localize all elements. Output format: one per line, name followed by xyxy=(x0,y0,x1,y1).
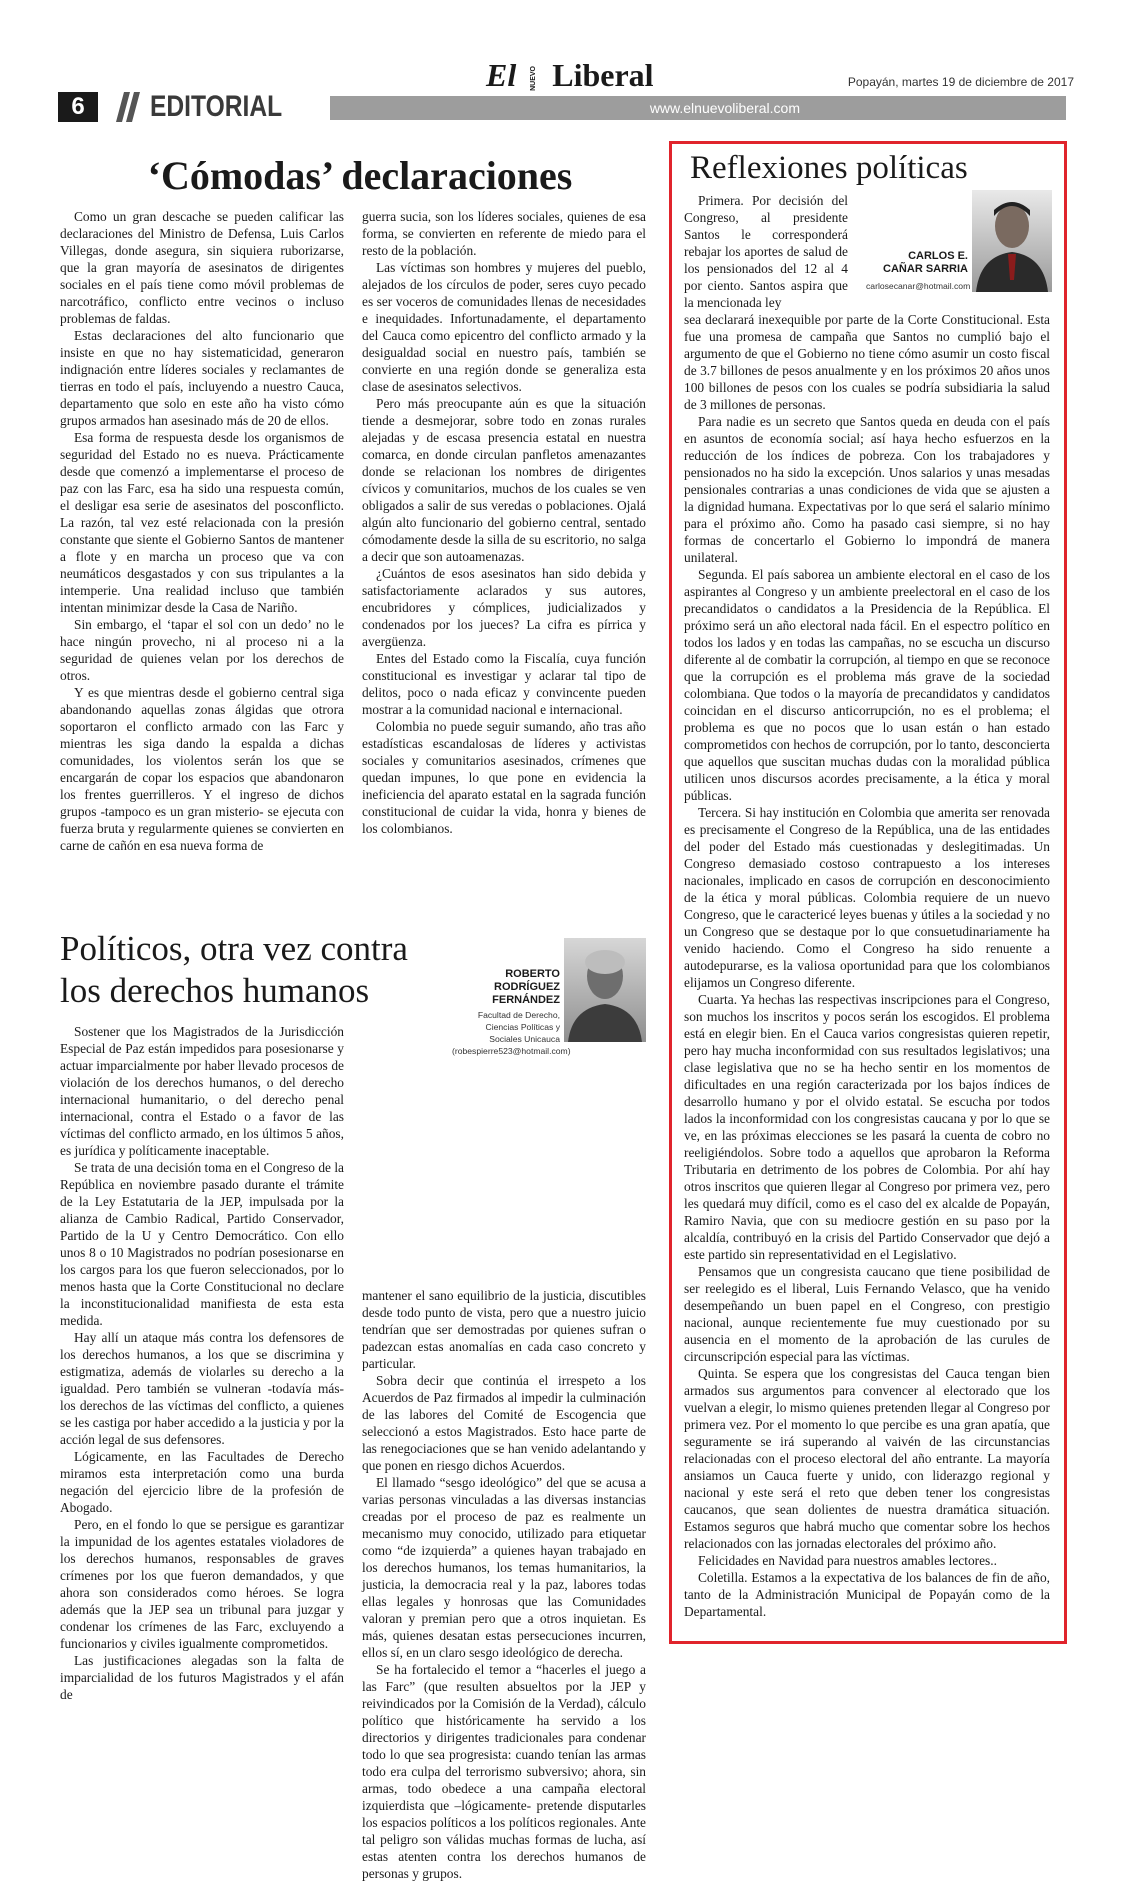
author-name: ROBERTO RODRÍGUEZ FERNÁNDEZ xyxy=(492,968,560,1006)
editorial-column-2 xyxy=(362,208,646,837)
paragraph: Como un gran descache se pueden calificar las declaraciones del Ministro de Defensa, Luis Carlos Villegas, donde asegura, sin siquiera ruborizarse, que la gran mayoría de asesinatos de dirigentes sociales en el país tiene como móvil problemas de narcotráfico, conflicto entre vecinos o incluso problemas de faldas. xyxy=(60,209,344,326)
paragraph: Sobra decir que continúa el irrespeto a los Acuerdos de Paz firmados al impedir la culminación de las labores del Comité de Escogencia que seleccionó a estos Magistrados. Esto hace parte de las renegociaciones que se han venido adelantando y que ponen en riesgo dichos Acuerdos. xyxy=(362,1373,646,1473)
paragraph: Esa forma de respuesta desde los organismos de seguridad del Estado no es nueva. Prácticamente desde que comenzó a implementarse el proceso de paz con las Farc, esa ha sido una respuesta común, el desligar esa serie de asesinatos del posconflicto. La razón, tal vez esté relacionada con la presión constante que siente el Gobierno Santos de mantener a flote y en marcha un proceso que va con neumáticos desgastados y con sus tripulantes a la intemperie. Una realidad incluso que también intentan minimizar desde la Casa de Nariño. xyxy=(60,430,344,615)
paragraph: El llamado “sesgo ideológico” del que se acusa a varias personas vinculadas a las diversas instancias creadas por el proceso de paz es realmente un mecanismo muy conocido, utilizado para etiquetar como “de izquierda” a quienes hayan trabajado en los derechos humanos, los temas humanitarios, la justicia, la democracia real y la paz, labores todas ellas legales y honrosas que las Comunidades valoran y premian pero que a otros inquietan. Es más, quienes desatan estas persecuciones incurren, ellos sí, en un claro sesgo ideológico de derecha. xyxy=(362,1475,646,1660)
paragraph: Sin embargo, el ‘tapar el sol con un dedo’ no le hace ningún provecho, ni al proceso ni a la seguridad de quienes velan por los derechos de otros. xyxy=(60,617,344,683)
paragraph: mantener el sano equilibrio de la justicia, discutibles desde todo punto de vista, pero que a nuestro juicio tendrían que ser demostradas por quienes sufran o padezcan estas anomalías en cada caso concreto y particular. xyxy=(362,1288,646,1371)
paragraph: Sostener que los Magistrados de la Jurisdicción Especial de Paz están impedidos para posesionarse y actuar imparcialmente por haber llevado procesos de violación de los derechos humanos, o del derecho internacional humanitario, o del derecho penal internacional, contra el Estado o a favor de las víctimas del conflicto armado, en los últimos 5 años, es jurídica y políticamente inaceptable. xyxy=(60,1024,344,1158)
article3-body xyxy=(684,192,1050,1620)
author-email[interactable]: carlosecanar@hotmail.com xyxy=(866,281,971,291)
logo-liberal: Liberal xyxy=(552,57,654,93)
issue-date: Popayán, martes 19 de diciembre de 2017 xyxy=(847,75,1074,89)
paragraph: ¿Cuántos de esos asesinatos han sido debida y satisfactoriamente aclarados y sus autores, encubridores y cómplices, judicializados y condenados por los jueces? La cifra es pírrica y avergüenza. xyxy=(362,566,646,649)
paragraph: Cuarta. Ya hechas las respectivas inscripciones para el Congreso, son muchos los inscritos y pocos serán los escogidos. El problema está en elegir bien. En el Cauca varios congresistas quieren repetir, pero hay mucha inconformidad con sus resultados legislativos; una clase legislativa que no se ha hecho sentir en los momentos de dificultades en una región caracterizada por los bajos índices de desarrollo humano y por el olvido estatal. Se escucha por todos lados la inconformidad con los congresistas caucana y por lo que se ve, en las próximas elecciones se les pasará la cuenta de cobro no reeligiéndolos. Sobre todo a aquellos que aprobaron la Reforma Tributaria en detrimento de los pobres de Colombia. Por ahí hay otros inscritos que quieren llegar al Congreso por primera vez, pero les quedará muy difícil, como es el caso del ex alcalde de Popayán, Ramiro Navia, que con su mediocre gestión en su paso por la alcaldía, contribuyó en la crisis del Partido Conservador que dejó a este partido sin representatividad en el Legislativo. xyxy=(684,992,1050,1262)
paragraph: Coletilla. Estamos a la expectativa de los balances de fin de año, tanto de la Administración Municipal de Popayán como de la Departamental. xyxy=(684,1570,1050,1619)
paragraph: Pero más preocupante aún es que la situación tiende a desmejorar, sobre todo en zonas rurales alejadas y de escasa presencia estatal en nuestra comarca, en donde circulan panfletos amenazantes donde se relacionan los nombres de dirigentes cívicos y comunitarios, muchos de los cuales se ven obligados a salir de sus veredas o poblaciones. Ojalá algún alto funcionario del gobierno central, sentado cómodamente desde la silla de su escritorio, no salga a decir que son autoamenazas. xyxy=(362,396,646,564)
paragraph: Las víctimas son hombres y mujeres del pueblo, alejados de los círculos de poder, seres cuyo pecado es ser voceros de comunidades llenas de necesidades e inequidades. Infortunadamente, el departamento del Cauca como epicentro del conflicto armado y la desigualdad social en nuestro país, también se convierte en una región donde se generaliza esta clase de asesinatos selectivos. xyxy=(362,260,646,394)
paragraph: sea declarará inexequible por parte de la Corte Constitucional. Esta fue una promesa de campaña que Santos no cumplió bajo el argumento de que el Gobierno no tiene cómo asumir un costo fiscal de 3.7 billones de pesos anualmente y en los próximos 20 años unos 100 billones de pesos con los cuales se podría subsidiaria la salud de 3 millones de personas. xyxy=(684,312,1050,412)
article3-title: Reflexiones políticas xyxy=(690,150,968,186)
article2-title: Políticos, otra vez contra los derechos humanos xyxy=(60,929,408,1010)
paragraph: Estas declaraciones del alto funcionario que insiste en que no hay sistematicidad, generaron indignación entre líderes sociales y reclamantes de tierras en todo el país, incluyendo a nuestro Cauca, departamento que solo en este año ha visto cómo grupos armados han asesinado más de 20 de ellos. xyxy=(60,328,344,428)
paragraph: Y es que mientras desde el gobierno central siga abandonando aquellas zonas álgidas que otrora soportaron el conflicto armado con las Farc y mientras les siga dando la espalda a dichas comunidades, los violentos serán los que se encargarán de copar los espacios que abandonaron los frentes guerrilleros. Y el ingreso de dichos grupos -tampoco es un gran misterio- se ejecuta con fuerza bruta y regularmente quienes se convierten en carne de cañón en esa nueva forma de xyxy=(60,685,344,853)
paragraph: Pero, en el fondo lo que se persigue es garantizar la impunidad de los agentes estatales violadores de los derechos humanos, responsables de graves crímenes por los que fueron demandados, y que ahora son considerados como héroes. Se logra además que la JEP sea un tribunal para juzgar y condenar los crímenes de las Farc, excluyendo a funcionarios y civiles igualmente comprometidos. xyxy=(60,1517,344,1651)
article2-column-2 xyxy=(362,1287,646,1882)
paragraph: Entes del Estado como la Fiscalía, cuya función constitucional es investigar y aclarar tal tipo de delitos, poco o nada eficaz y convincente pueden mostrar a la comunidad nacional e internacional. xyxy=(362,651,646,717)
paragraph: Se ha fortalecido el temor a “hacerles el juego a las Farc” (que resulten absueltos por la JEP y reivindicados por la Comisión de la Verdad), cálculo político que históricamente ha servido a los directorios y dirigentes tradicionales para condenar todo lo que sea progresista: cuando tenían las armas todo era culpa del terrorismo subversivo; ahora, sin armas, todo obedece a una campaña electoral izquierdista que –lógicamente- pretende disputarles los espacios políticos a los políticos regionales. Ante tal peligro son válidas muchas formas de lucha, así estas atenten contra los derechos humanos de personas y grupos. xyxy=(362,1662,646,1881)
stripes-icon xyxy=(108,92,144,122)
paragraph: Felicidades en Navidad para nuestros amables lectores.. xyxy=(698,1553,997,1568)
paragraph: Las justificaciones alegadas son la falta de imparcialidad de los futuros Magistrados y el afán de xyxy=(60,1653,344,1702)
paragraph: Se trata de una decisión toma en el Congreso de la República en noviembre pasado durante el trámite de la Ley Estatutaria de la JEP, impulsada por la alianza de Cambio Radical, Partido Conservador, Partido de la U y Centro Democrático. Con ello unos 8 o 10 Magistrados no podrían posesionarse en los cargos para los que fueron seleccionados, por lo menos hasta que la Corte Constitucional no declare la inconstitucionalidad manifiesta de esta esta medida. xyxy=(60,1160,344,1328)
section-title: EDITORIAL xyxy=(150,90,283,123)
logo-el: El xyxy=(486,57,517,93)
paragraph: Para nadie es un secreto que Santos queda en deuda con el país en asuntos de economía social; así haya hecho esfuerzos en la reducción de los índices de pobreza. Con los trabajadores y pensionados no ha sido la excepción. Unos salarios y unas mesadas pensionales contrarias a unas condiciones de vida que se ajusten a la dignidad humana. Expectativas por lo que será el salario mínimo para el próximo año. Como ha pasado casi siempre, si no hay formas de concertarlo el Gobierno lo impondrá de manera unilateral. xyxy=(684,414,1050,565)
paragraph: Tercera. Si hay institución en Colombia que amerita ser renovada es precisamente el Congreso de la República, una de las entidades del poder del Estado más cuestionadas y deslegitimadas. Un Congreso demasiado costoso contrapuesto a los intereses nacionales, implicado en casos de corrupción en desconocimiento de la ética y moral públicas. Colombia requiere de un nuevo Congreso, que le caractericé leyes buenas y útiles a la sociedad y no un Congreso que se destaque por lo que consuetudinariamente ha venido haciendo. Como el Congreso ha sido renuente a autodepurarse, es la valiosa oportunidad para que los colombianos elijamos un Congreso diferente. xyxy=(684,805,1050,990)
paragraph: Lógicamente, en las Facultades de Derecho miramos esta interpretación como una burda negación del ejercicio libre de la profesión de Abogado. xyxy=(60,1449,344,1515)
author-name-line1: CARLOS E. xyxy=(908,250,968,262)
article2-column-1 xyxy=(60,1023,344,1703)
site-url[interactable]: www.elnuevoliberal.com xyxy=(649,100,800,116)
logo-nuevo: NUEVO xyxy=(530,66,538,92)
page-number: 6 xyxy=(58,92,98,122)
editorial-column-1 xyxy=(60,208,344,854)
paragraph: Hay allí un ataque más contra los defensores de los derechos humanos, a los que se discrimina y estigmatiza, además de violarles su derecho a la igualdad. Pero también se vulneran -todavía más- los derechos de las víctimas del conflicto, a quienes se les castiga por haber accedido a la justicia y por la acción legal de sus defensores. xyxy=(60,1330,344,1447)
newspaper-logo[interactable] xyxy=(486,58,654,92)
paragraph: Pensamos que un congresista caucano que tiene posibilidad de ser reelegido es el liberal, Luis Fernando Velasco, que ha venido desempeñando un buen papel en el Congreso, con prestigio nacional, aunque recientemente fue muy cuestionado por su ausencia en el momento de la aprobación de las curules de circunscripción especial para las víctimas. xyxy=(684,1264,1050,1364)
paragraph: guerra sucia, son los líderes sociales, quienes de esa forma, se convierten en referente de miedo para el resto de la población. xyxy=(362,209,646,258)
paragraph: Primera. Por decisión del Congreso, al presidente Santos le corresponderá rebajar los aportes de salud de los pensionados del 12 al 4 por ciento. Santos aspira que la mencionada ley xyxy=(684,193,848,310)
article2-byline xyxy=(452,968,571,1057)
paragraph: Quinta. Se espera que los congresistas del Cauca tengan bien armados sus argumentos para convencer al electorado que los vuelvan a elegir, lo mismo quienes pretenden llegar al Congreso por primera vez. Por el momento lo que percibe es una gran apatía, que seguramente se irá superando al vaivén de las circunstancias relacionadas con el proceso electoral del año entrante. La mayoría ansiamos un Cauca fuerte y unido, con liderazgo regional y nacional y este será el reto que deben tener los congresistas caucanos, que sean dolientes de nuestra dramática situación. Estamos seguros que habrá mucho que comentar sobre los hechos relacionados con las jornadas electorales del próximo año. xyxy=(684,1366,1050,1551)
paragraph: Segunda. El país saborea un ambiente electoral en el caso de los aspirantes al Congreso y un ambiente preelectoral en el caso de los precandidatos o candidatos a la Presidencia de la República. El próximo será un año electoral nada fácil. En el espectro político en todos los lados y en todas las campañas, no se escucha un discurso diferente al de combatir la corrupción, al tiempo en que se reconoce que la corrupción es el problema más grave de la sociedad colombiana. Que todos o la mayoría de precandidatos y candidatos coincidan en el discurso anticorrupción, no es el problema; el problema es que no pocos que lo usan están o han estado comprometidos con hechos de corrupción, por lo tanto, desconcierta que aquellos que suscitan muchas dudas con la moralidad pública utilicen unos discursos acordes precisamente, a la ética y moral públicas. xyxy=(684,567,1050,803)
paragraph: Colombia no puede seguir sumando, año tras año estadísticas escandalosas de líderes y activistas sociales y comunitarios asesinados, crímenes que quedan impunes, lo que pone en evidencia la ineficiencia del aparato estatal en la sagrada función constitucional de cuidar la vida, honra y bienes de los colombianos. xyxy=(362,719,646,836)
author-name-line2: CAÑAR SARRIA xyxy=(883,263,968,275)
author-affiliation: Facultad de Derecho, Ciencias Políticas y Sociales Unicauca (robespierre523@hotmail.com) xyxy=(452,1010,571,1056)
editorial-title: ‘Cómodas’ declaraciones xyxy=(147,153,573,198)
author-photo xyxy=(564,938,646,1042)
